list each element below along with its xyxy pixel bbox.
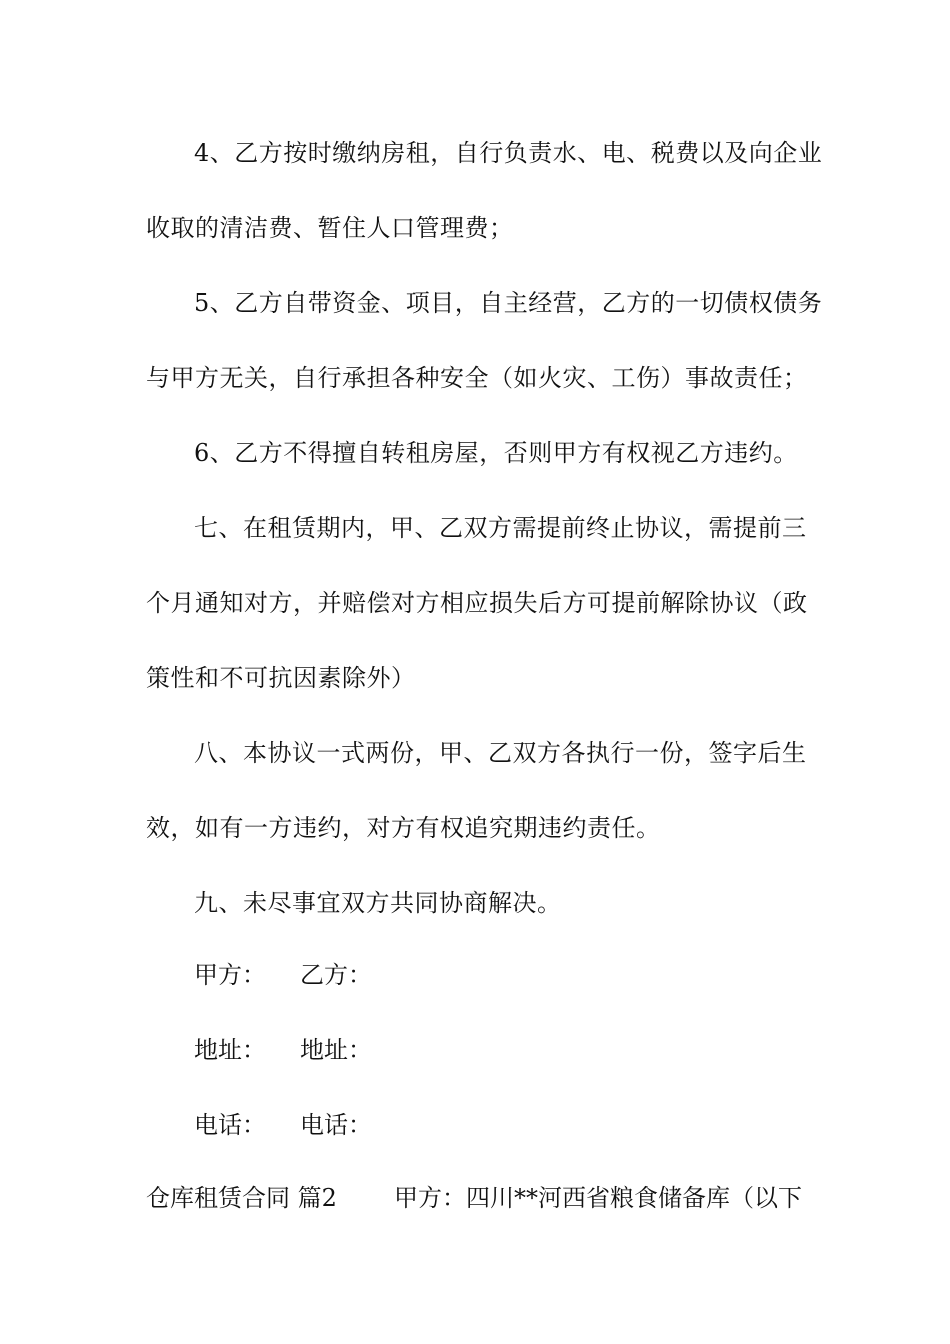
phone-b-label: 电话：	[300, 1111, 372, 1139]
phone-a-label: 电话：	[194, 1111, 266, 1139]
clause-9-line-1: 九、未尽事宜双方共同协商解决。	[194, 889, 562, 917]
clause-7-line-2: 个月通知对方，并赔偿对方相应损失后方可提前解除协议（政	[146, 589, 808, 617]
party-a-label: 甲方：	[194, 961, 266, 989]
address-b-label: 地址：	[300, 1036, 372, 1064]
clause-7-line-3: 策性和不可抗因素除外）	[146, 664, 416, 692]
signature-party-row	[194, 959, 372, 991]
address-a-label: 地址：	[194, 1036, 266, 1064]
clause-5-line-1: 5、乙方自带资金、项目，自主经营，乙方的一切债权债务	[194, 289, 823, 317]
clause-6-line-1: 6、乙方不得擅自转租房屋，否则甲方有权视乙方违约。	[194, 439, 798, 467]
signature-phone-row	[194, 1109, 372, 1141]
clause-5-line-2: 与甲方无关，自行承担各种安全（如火灾、工伤）事故责任；	[146, 364, 808, 392]
clause-4-line-2: 收取的清洁费、暂住人口管理费；	[146, 214, 514, 242]
clause-8-line-1: 八、本协议一式两份，甲、乙双方各执行一份，签字后生	[194, 739, 807, 767]
next-contract-heading: 仓库租赁合同 篇2	[146, 1184, 337, 1212]
signature-address-row	[194, 1034, 372, 1066]
party-b-label: 乙方：	[300, 961, 372, 989]
next-contract-line	[146, 1182, 810, 1214]
clause-4-line-1: 4、乙方按时缴纳房租，自行负责水、电、税费以及向企业	[194, 139, 823, 167]
next-contract-party-a: 甲方：四川**河西省粮食储备库（以下	[394, 1184, 802, 1212]
clause-7-line-1: 七、在租赁期内，甲、乙双方需提前终止协议，需提前三	[194, 514, 807, 542]
clause-8-line-2: 效，如有一方违约，对方有权追究期违约责任。	[146, 814, 661, 842]
